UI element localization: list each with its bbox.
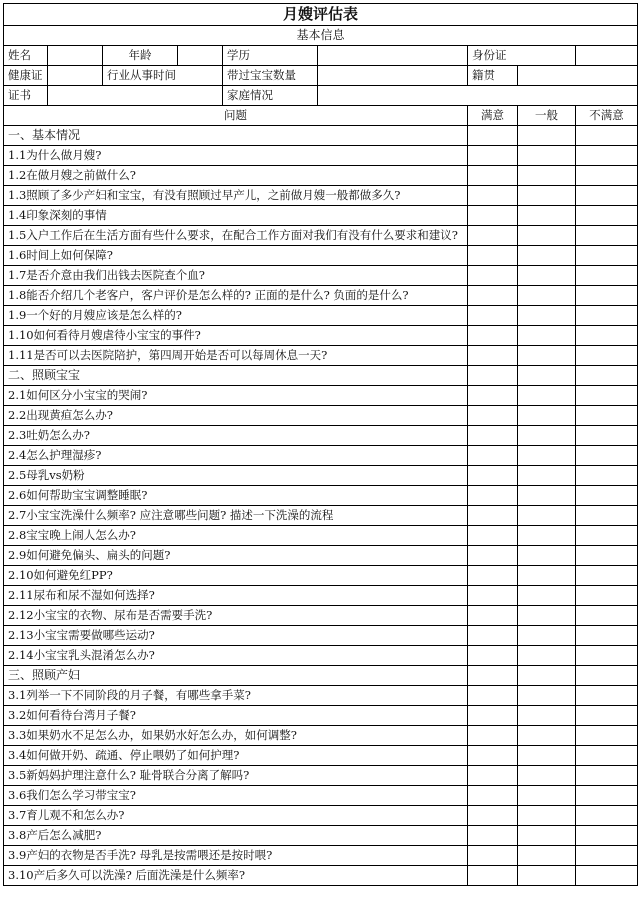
question-row [4, 386, 638, 406]
unsatisfied-cell[interactable] [576, 266, 638, 286]
satisfied-cell[interactable] [468, 606, 518, 626]
average-cell[interactable] [518, 546, 576, 566]
question-row [4, 486, 638, 506]
question-header: 问题 [4, 106, 468, 126]
satisfied-cell[interactable] [468, 626, 518, 646]
question-text: 2.4怎么护理湿疹? [4, 446, 468, 466]
section-row [4, 666, 638, 686]
average-cell[interactable] [518, 486, 576, 506]
average-cell[interactable] [518, 306, 576, 326]
info-row-3 [4, 86, 638, 106]
question-row [4, 646, 638, 666]
satisfied-cell[interactable] [468, 766, 518, 786]
question-row [4, 146, 638, 166]
question-text: 3.6我们怎么学习带宝宝? [4, 786, 468, 806]
family-label: 家庭情况 [223, 86, 318, 106]
form-title: 月嫂评估表 [4, 4, 638, 26]
satisfied-cell[interactable] [468, 586, 518, 606]
question-row [4, 726, 638, 746]
question-row [4, 186, 638, 206]
question-row [4, 866, 638, 886]
question-row [4, 506, 638, 526]
question-row [4, 226, 638, 246]
question-text: 1.10如何看待月嫂虐待小宝宝的事件? [4, 326, 468, 346]
average-cell[interactable] [518, 346, 576, 366]
question-row [4, 786, 638, 806]
satisfied-cell[interactable] [468, 306, 518, 326]
question-row [4, 826, 638, 846]
section-row [4, 126, 638, 146]
satisfied-cell[interactable] [468, 846, 518, 866]
average-cell[interactable] [518, 766, 576, 786]
info-row-2 [4, 66, 638, 86]
satisfied-cell[interactable] [468, 786, 518, 806]
question-text: 2.5母乳vs奶粉 [4, 466, 468, 486]
unsatisfied-cell[interactable] [576, 466, 638, 486]
unsatisfied-cell[interactable] [576, 826, 638, 846]
babies-count-field[interactable] [318, 66, 468, 86]
id-card-field[interactable] [576, 46, 638, 66]
health-cert-label: 健康证 [4, 66, 48, 86]
average-cell[interactable] [518, 286, 576, 306]
unsatisfied-cell[interactable] [576, 146, 638, 166]
question-row [4, 206, 638, 226]
satisfied-cell[interactable] [468, 166, 518, 186]
question-text: 3.2如何看待台湾月子餐? [4, 706, 468, 726]
satisfied-cell[interactable] [468, 206, 518, 226]
question-text: 2.1如何区分小宝宝的哭闹? [4, 386, 468, 406]
question-text: 2.3吐奶怎么办? [4, 426, 468, 446]
question-text: 2.8宝宝晚上闹人怎么办? [4, 526, 468, 546]
question-text: 3.9产妇的衣物是否手洗? 母乳是按需喂还是按时喂? [4, 846, 468, 866]
satisfied-cell[interactable] [468, 726, 518, 746]
education-label: 学历 [223, 46, 318, 66]
satisfied-header: 满意 [468, 106, 518, 126]
average-cell[interactable] [518, 566, 576, 586]
satisfied-cell[interactable] [468, 566, 518, 586]
table-body [4, 4, 638, 886]
average-cell [518, 366, 576, 386]
average-cell[interactable] [518, 526, 576, 546]
average-cell[interactable] [518, 746, 576, 766]
satisfied-cell[interactable] [468, 806, 518, 826]
unsatisfied-header: 不满意 [576, 106, 638, 126]
unsatisfied-cell[interactable] [576, 626, 638, 646]
unsatisfied-cell[interactable] [576, 786, 638, 806]
question-row [4, 166, 638, 186]
average-cell [518, 666, 576, 686]
question-row [4, 686, 638, 706]
satisfied-cell[interactable] [468, 826, 518, 846]
question-text: 1.6时间上如何保障? [4, 246, 468, 266]
satisfied-cell[interactable] [468, 546, 518, 566]
unsatisfied-cell[interactable] [576, 846, 638, 866]
satisfied-cell[interactable] [468, 286, 518, 306]
average-cell[interactable] [518, 726, 576, 746]
evaluation-table [3, 3, 638, 886]
average-cell[interactable] [518, 326, 576, 346]
unsatisfied-cell[interactable] [576, 426, 638, 446]
average-cell[interactable] [518, 586, 576, 606]
unsatisfied-cell[interactable] [576, 766, 638, 786]
unsatisfied-cell[interactable] [576, 326, 638, 346]
question-row [4, 346, 638, 366]
question-text: 1.2在做月嫂之前做什么? [4, 166, 468, 186]
average-cell[interactable] [518, 786, 576, 806]
question-row [4, 706, 638, 726]
question-text: 3.4如何做开奶、疏通、停止喂奶了如何护理? [4, 746, 468, 766]
unsatisfied-cell[interactable] [576, 186, 638, 206]
unsatisfied-cell[interactable] [576, 646, 638, 666]
unsatisfied-cell[interactable] [576, 286, 638, 306]
satisfied-cell[interactable] [468, 346, 518, 366]
average-cell[interactable] [518, 866, 576, 886]
section-title: 一、基本情况 [4, 126, 468, 146]
question-text: 2.9如何避免偏头、扁头的问题? [4, 546, 468, 566]
question-text: 1.11是否可以去医院陪护，第四周开始是否可以每周休息一天? [4, 346, 468, 366]
average-cell[interactable] [518, 466, 576, 486]
average-cell[interactable] [518, 506, 576, 526]
work-years-label: 行业从事时间 [103, 66, 223, 86]
satisfied-cell[interactable] [468, 386, 518, 406]
question-text: 2.11尿布和尿不湿如何选择? [4, 586, 468, 606]
satisfied-cell[interactable] [468, 406, 518, 426]
question-row [4, 246, 638, 266]
unsatisfied-cell[interactable] [576, 746, 638, 766]
average-cell[interactable] [518, 706, 576, 726]
question-text: 2.12小宝宝的衣物、尿布是否需要手洗? [4, 606, 468, 626]
question-text: 1.7是否介意由我们出钱去医院查个血? [4, 266, 468, 286]
question-text: 3.8产后怎么减肥? [4, 826, 468, 846]
satisfied-cell[interactable] [468, 186, 518, 206]
satisfied-cell[interactable] [468, 526, 518, 546]
average-cell[interactable] [518, 186, 576, 206]
average-cell[interactable] [518, 846, 576, 866]
unsatisfied-cell[interactable] [576, 546, 638, 566]
certificate-field[interactable] [48, 86, 223, 106]
unsatisfied-cell [576, 666, 638, 686]
question-text: 2.2出现黄疸怎么办? [4, 406, 468, 426]
unsatisfied-cell[interactable] [576, 866, 638, 886]
average-cell [518, 126, 576, 146]
unsatisfied-cell[interactable] [576, 346, 638, 366]
satisfied-cell[interactable] [468, 686, 518, 706]
name-label: 姓名 [4, 46, 48, 66]
satisfied-cell[interactable] [468, 326, 518, 346]
hometown-label: 籍贯 [468, 66, 518, 86]
unsatisfied-cell[interactable] [576, 226, 638, 246]
question-text: 2.10如何避免红PP? [4, 566, 468, 586]
satisfied-cell[interactable] [468, 506, 518, 526]
satisfied-cell[interactable] [468, 706, 518, 726]
question-text: 1.1为什么做月嫂? [4, 146, 468, 166]
average-cell[interactable] [518, 386, 576, 406]
question-text: 2.7小宝宝洗澡什么频率? 应注意哪些问题? 描述一下洗澡的流程 [4, 506, 468, 526]
family-field[interactable] [318, 86, 638, 106]
satisfied-cell [468, 666, 518, 686]
section-basic-info: 基本信息 [4, 26, 638, 46]
unsatisfied-cell[interactable] [576, 506, 638, 526]
average-cell[interactable] [518, 406, 576, 426]
title-row [4, 4, 638, 26]
question-text: 3.5新妈妈护理注意什么? 耻骨联合分离了解吗? [4, 766, 468, 786]
average-header: 一般 [518, 106, 576, 126]
unsatisfied-cell[interactable] [576, 586, 638, 606]
unsatisfied-cell[interactable] [576, 246, 638, 266]
question-row [4, 306, 638, 326]
unsatisfied-cell[interactable] [576, 446, 638, 466]
satisfied-cell[interactable] [468, 446, 518, 466]
question-row [4, 806, 638, 826]
question-row [4, 286, 638, 306]
question-header-row [4, 106, 638, 126]
question-row [4, 466, 638, 486]
unsatisfied-cell[interactable] [576, 206, 638, 226]
unsatisfied-cell[interactable] [576, 386, 638, 406]
unsatisfied-cell[interactable] [576, 726, 638, 746]
question-text: 2.14小宝宝乳头混淆怎么办? [4, 646, 468, 666]
name-field[interactable] [48, 46, 103, 66]
satisfied-cell[interactable] [468, 646, 518, 666]
education-field[interactable] [318, 46, 468, 66]
satisfied-cell[interactable] [468, 226, 518, 246]
question-text: 2.6如何帮助宝宝调整睡眠? [4, 486, 468, 506]
satisfied-cell[interactable] [468, 146, 518, 166]
age-label: 年龄 [103, 46, 178, 66]
unsatisfied-cell [576, 126, 638, 146]
health-cert-field[interactable] [48, 66, 103, 86]
satisfied-cell[interactable] [468, 866, 518, 886]
average-cell[interactable] [518, 246, 576, 266]
average-cell[interactable] [518, 206, 576, 226]
question-row [4, 746, 638, 766]
average-cell[interactable] [518, 166, 576, 186]
id-card-label: 身份证 [468, 46, 576, 66]
question-row [4, 626, 638, 646]
question-text: 3.1列举一下不同阶段的月子餐，有哪些拿手菜? [4, 686, 468, 706]
question-row [4, 766, 638, 786]
average-cell[interactable] [518, 226, 576, 246]
babies-count-label: 带过宝宝数量 [223, 66, 318, 86]
unsatisfied-cell[interactable] [576, 706, 638, 726]
question-row [4, 546, 638, 566]
average-cell[interactable] [518, 426, 576, 446]
question-text: 1.4印象深刻的事情 [4, 206, 468, 226]
certificate-label: 证书 [4, 86, 48, 106]
question-text: 1.8能否介绍几个老客户，客户评价是怎么样的? 正面的是什么? 负面的是什么? [4, 286, 468, 306]
question-row [4, 426, 638, 446]
average-cell[interactable] [518, 806, 576, 826]
average-cell[interactable] [518, 266, 576, 286]
average-cell[interactable] [518, 826, 576, 846]
info-row-1 [4, 46, 638, 66]
satisfied-cell [468, 366, 518, 386]
question-row [4, 846, 638, 866]
unsatisfied-cell[interactable] [576, 406, 638, 426]
question-row [4, 266, 638, 286]
satisfied-cell[interactable] [468, 246, 518, 266]
question-text: 3.7育儿观不和怎么办? [4, 806, 468, 826]
question-text: 1.5入户工作后在生活方面有些什么要求，在配合工作方面对我们有没有什么要求和建议? [4, 226, 468, 246]
section-title: 二、照顾宝宝 [4, 366, 468, 386]
unsatisfied-cell[interactable] [576, 306, 638, 326]
question-text: 2.13小宝宝需要做哪些运动? [4, 626, 468, 646]
hometown-field[interactable] [518, 66, 638, 86]
unsatisfied-cell [576, 366, 638, 386]
age-field[interactable] [178, 46, 223, 66]
question-row [4, 566, 638, 586]
unsatisfied-cell[interactable] [576, 166, 638, 186]
satisfied-cell[interactable] [468, 426, 518, 446]
average-cell[interactable] [518, 626, 576, 646]
satisfied-cell[interactable] [468, 746, 518, 766]
average-cell[interactable] [518, 446, 576, 466]
unsatisfied-cell[interactable] [576, 486, 638, 506]
unsatisfied-cell[interactable] [576, 526, 638, 546]
satisfied-cell[interactable] [468, 266, 518, 286]
subtitle-row [4, 26, 638, 46]
question-text: 3.3如果奶水不足怎么办，如果奶水好怎么办，如何调整? [4, 726, 468, 746]
unsatisfied-cell[interactable] [576, 606, 638, 626]
question-row [4, 326, 638, 346]
question-row [4, 606, 638, 626]
average-cell[interactable] [518, 646, 576, 666]
question-text: 1.3照顾了多少产妇和宝宝，有没有照顾过早产儿，之前做月嫂一般都做多久? [4, 186, 468, 206]
average-cell[interactable] [518, 606, 576, 626]
question-row [4, 406, 638, 426]
unsatisfied-cell[interactable] [576, 806, 638, 826]
question-row [4, 446, 638, 466]
unsatisfied-cell[interactable] [576, 686, 638, 706]
section-row [4, 366, 638, 386]
question-row [4, 526, 638, 546]
question-text: 3.10产后多久可以洗澡? 后面洗澡是什么频率? [4, 866, 468, 886]
satisfied-cell[interactable] [468, 486, 518, 506]
unsatisfied-cell[interactable] [576, 566, 638, 586]
average-cell[interactable] [518, 146, 576, 166]
section-title: 三、照顾产妇 [4, 666, 468, 686]
average-cell[interactable] [518, 686, 576, 706]
question-row [4, 586, 638, 606]
satisfied-cell[interactable] [468, 466, 518, 486]
question-text: 1.9一个好的月嫂应该是怎么样的? [4, 306, 468, 326]
satisfied-cell [468, 126, 518, 146]
